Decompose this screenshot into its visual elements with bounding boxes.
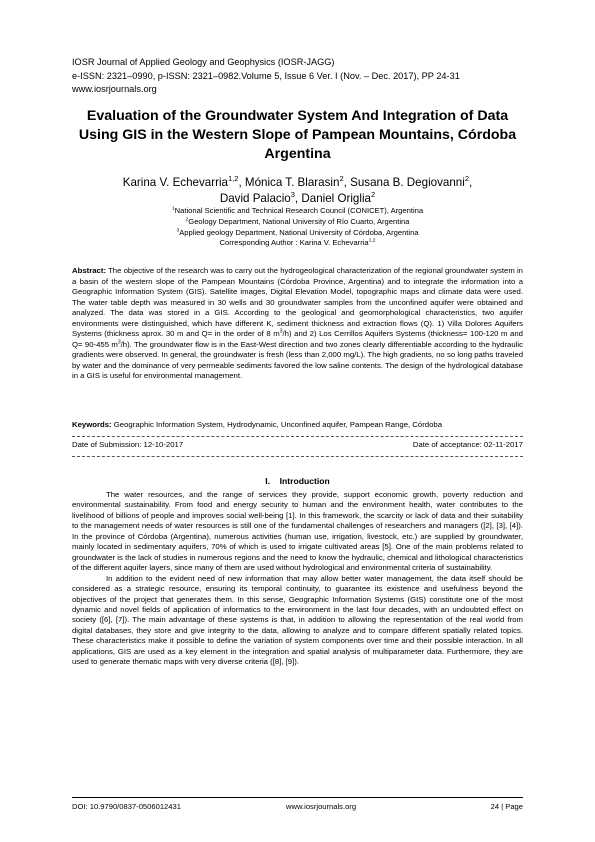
title-line: Evaluation of the Groundwater System And Integration of Data xyxy=(86,108,509,124)
author-affil-mark: 2 xyxy=(339,174,344,184)
journal-issn: e-ISSN: 2321–0990, p-ISSN: 2321–0982.Volume 5, Issue 6 Ver. I (Nov. – Dec. 2017), PP 24-31 xyxy=(72,70,460,81)
journal-name: IOSR Journal of Applied Geology and Geophysics (IOSR-JAGG) xyxy=(72,57,335,67)
author-name: David Palacio xyxy=(219,191,291,205)
paragraph: The water resources, and the range of services they provide, support economic growth, poverty reduction and environmental sustainability. From food and energy security to human and the environment health, water contributes to the livelihood of billions of people and improves social well-being [1]. In this framework, the scarcity or lack of data and their suitability to the management needs of water resources is still one of the fundamental challenges of researchers and managers ([2], [3], [4]). In the province of Córdoba (Argentina), numerous activities (human use, irrigation, livestock, etc.) are supplied by groundwater, mainly located in sedimentary aquifers, 70% of which is used to irrigate cultivated areas [5]. One of the main problems related to groundwater is the lack of studies in numerous regions and the need to know the hydraulic, chemical and lithological characteristics of the different aquifer layers, since many of them are used without hydrological and environmental criteria of sustainability. xyxy=(72,490,523,573)
footer-rule xyxy=(72,797,523,798)
affil-mark: 1 xyxy=(171,206,175,212)
author-affil-mark: 3 xyxy=(290,189,295,199)
keywords-label: Keywords: xyxy=(72,420,112,429)
author-affil-mark: 2 xyxy=(370,189,376,199)
keywords xyxy=(72,420,523,431)
author-affil-mark: 2 xyxy=(464,174,470,184)
affiliations xyxy=(60,206,535,249)
affil-mark: 2 xyxy=(185,217,189,223)
footer-doi: DOI: 10.9790/0837-0506012431 xyxy=(72,802,181,811)
keywords-text: Geographic Information System, Hydrodynamic, Unconfined aquifer, Pampean Range, Córdoba xyxy=(111,420,443,429)
section-title: Introduction xyxy=(279,476,330,486)
affiliation: Applied geology Department, National University of Córdoba, Argentina xyxy=(179,227,419,237)
acceptance-date: Date of acceptance: 02-11-2017 xyxy=(412,440,523,449)
author-list: Karina V. Echevarria$^{1,2}$, Mónica T. Blarasin$^2$, Susana B. Degiovanni$^2$, David Palacio$^3$, Daniel Origlia$^2$ xyxy=(122,174,473,205)
divider xyxy=(72,456,523,457)
abstract xyxy=(72,266,523,382)
abstract-text: /h) and 2) Los Cerrillos Aquifers Systems (thickness= 100-120 m and Q= 90-455 m xyxy=(72,329,523,349)
page-number: 24 | Page xyxy=(490,802,523,811)
footer-website[interactable]: www.iosrjournals.org xyxy=(286,802,357,811)
abstract-label: Abstract: xyxy=(72,266,107,275)
author-name: Susana B. Degiovanni xyxy=(350,176,465,189)
abstract-text: The objective of the research was to carry out the hydrogeological characterization of the regional groundwater system in a basin of the western slope of the Pampean Mountains (Córdoba Province, Argentina) and to integrate the information into a Geographic Information System (GIS). Satellite images, Digital Elevation Model, topographic maps and climate data were used. The water table depth was measured in 30 wells and 30 groundwater samples from the unconfined aquifer were obtained and analyzed. The data was stored in a GIS. According to the geological and geomorphological characteristics, two aquifer environments were distinguished, which have different K, sediment thickness and extraction flows (Q). 1) Villa Dolores Aquifers Systems (thickness aprox. 30 m and Q= in the order of 8 m xyxy=(72,266,523,339)
section-number: I. xyxy=(265,476,271,486)
paragraph: In addition to the evident need of new information that may allow better water management, the data itself should be considered as a strategic resource, ensuring its temporal continuity, to guarantee its existence and usefulness beyond the objectives of the project that generates them. In this sense, Geographic Information Systems (GIS) constitute one of the most dynamic and novel fields of application of informatics to the environment in the last four decades, with an undoubted effect on society ([6], [7]). The main advantage of these systems is that, in addition to allowing the representation of the real world from digital databases, they store and give integrity to the data, allowing to analyze and to compare different spatially related topics. These characteristics make it possible to define the variation of system components over time and their possible interaction. In all applications, GIS are used as a key element in the integration and spatial analysis of multiparameter data. Furthermore, they are used to generate thematic maps with very diverse criteria ([8], [9]). xyxy=(72,573,523,667)
journal-header xyxy=(72,56,460,97)
affil-mark: 3 xyxy=(176,228,180,234)
author-name: Daniel Origlia xyxy=(301,191,371,205)
affiliation: Geology Department, National University of Río Cuarto, Argentina xyxy=(188,216,410,226)
affil-mark: 1,2 xyxy=(368,238,376,244)
paper-title xyxy=(66,107,529,164)
title-line: Using GIS in the Western Slope of Pampean Mountains, Córdoba xyxy=(78,127,517,143)
abstract-text: /h). The groundwater flow is in the East-West direction and two zones clearly differentiable according to the hydraulic gradients were observed. In general, the groundwater is fresh (less than 2,000 mg/L). The high gradients, no so long paths traveled by water and the dominance of very permeable sediments favored the low saline contents. The design of the hydrological database in a GIS is useful for environmental management. xyxy=(72,339,523,381)
body-text xyxy=(72,490,523,668)
corresponding-author: Corresponding Author : Karina V. Echevarria xyxy=(219,238,369,248)
author-affil-mark: 1,2 xyxy=(227,174,239,184)
superscript: 3 xyxy=(117,339,121,346)
title-line: Argentina xyxy=(264,146,331,162)
affiliation: National Scientific and Technical Research Council (CONICET), Argentina xyxy=(174,206,424,215)
divider xyxy=(72,436,523,437)
section-heading xyxy=(72,476,523,486)
superscript: 3 xyxy=(279,328,283,335)
author-name: Karina V. Echevarria xyxy=(122,176,228,189)
author-name: Mónica T. Blarasin xyxy=(244,176,340,189)
dates-row xyxy=(72,440,523,451)
submission-date: Date of Submission: 12-10-2017 xyxy=(72,440,184,449)
journal-website[interactable]: www.iosrjournals.org xyxy=(72,84,157,94)
